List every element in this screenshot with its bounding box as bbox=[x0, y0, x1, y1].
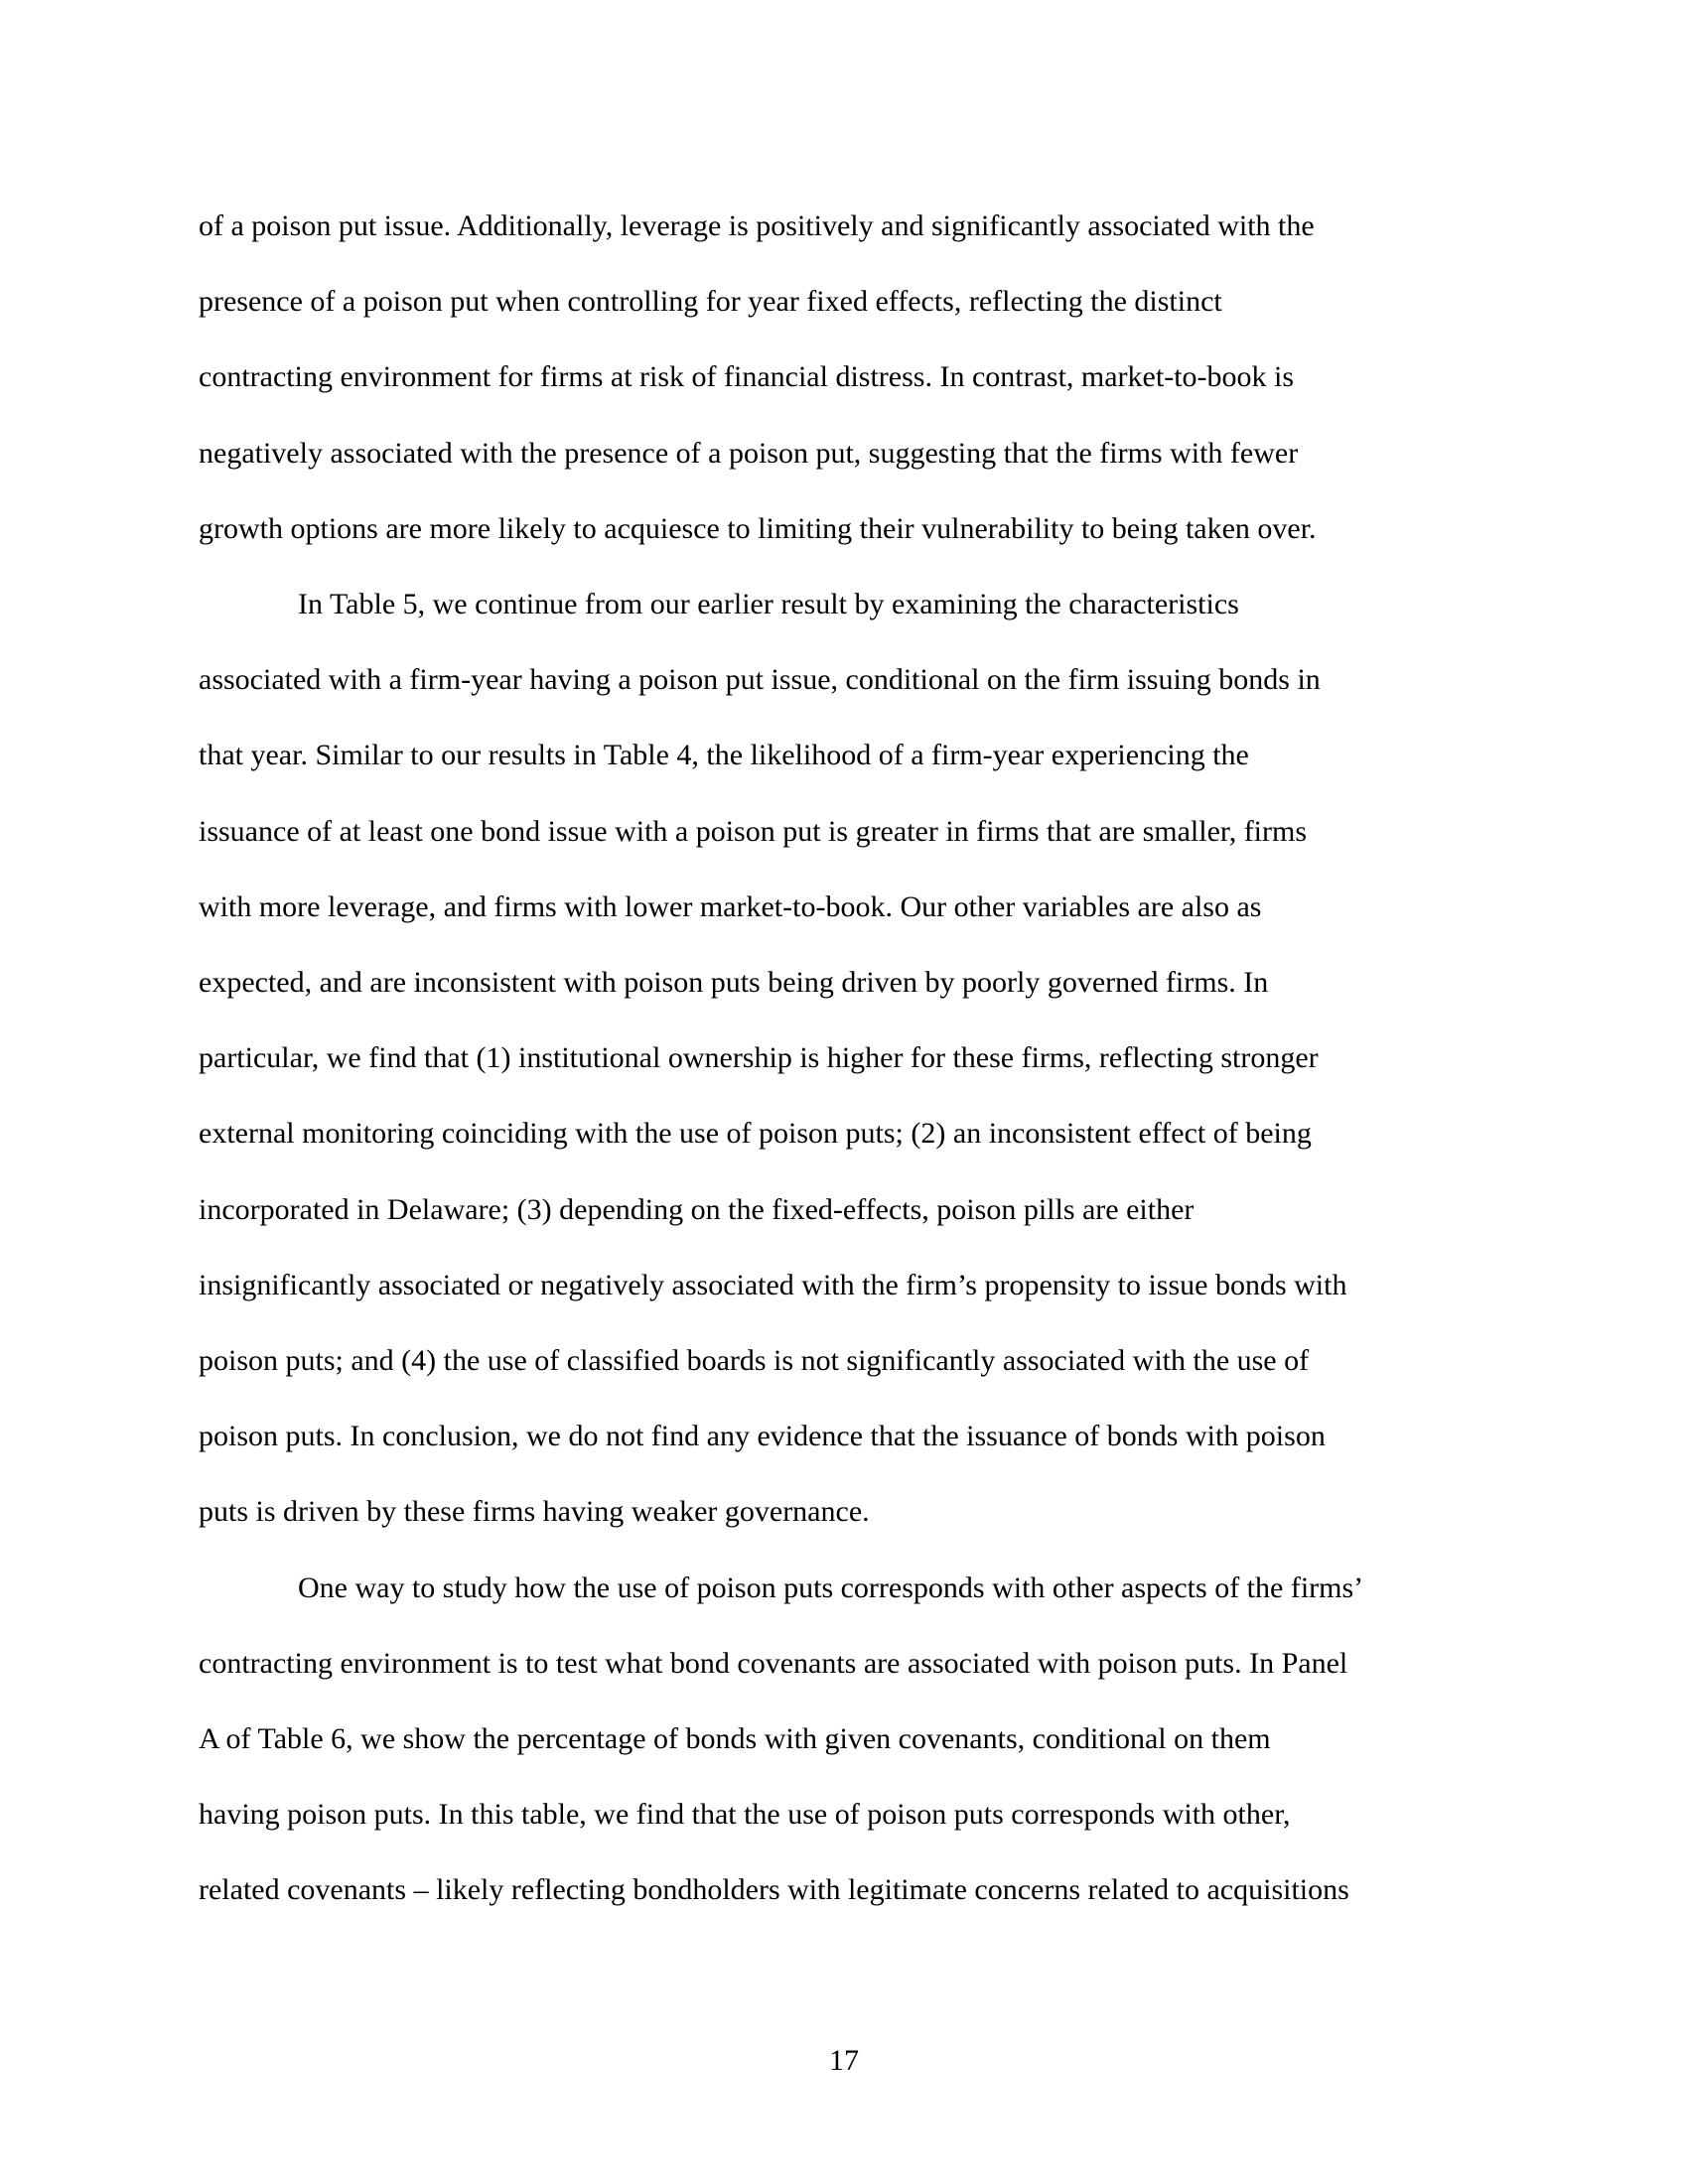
text-line: In Table 5, we continue from our earlier result by examining the characteristics bbox=[298, 588, 1239, 621]
text-line: poison puts. In conclusion, we do not find any evidence that the issuance of bonds with poison bbox=[199, 1420, 1326, 1453]
text-line: contracting environment is to test what bond covenants are associated with poison puts. In Panel bbox=[199, 1646, 1348, 1680]
text-line: with more leverage, and firms with lower market-to-book. Our other variables are also as bbox=[199, 889, 1262, 923]
text-line: having poison puts. In this table, we find that the use of poison puts corresponds with other, bbox=[199, 1798, 1291, 1832]
text-line: puts is driven by these firms having weaker governance. bbox=[199, 1495, 870, 1529]
text-line: of a poison put issue. Additionally, leverage is positively and significantly associated with the bbox=[199, 209, 1315, 242]
text-line: One way to study how the use of poison puts corresponds with other aspects of the firms’ bbox=[298, 1570, 1364, 1604]
text-line: particular, we find that (1) institutional ownership is higher for these firms, reflecting stronger bbox=[199, 1041, 1319, 1075]
text-line: related covenants – likely reflecting bondholders with legitimate concerns related to acquisitions bbox=[199, 1873, 1349, 1907]
text-line: growth options are more likely to acquiesce to limiting their vulnerability to being taken over. bbox=[199, 511, 1317, 545]
text-line: incorporated in Delaware; (3) depending on the fixed-effects, poison pills are either bbox=[199, 1192, 1195, 1226]
text-line: issuance of at least one bond issue with a poison put is greater in firms that are smaller, firms bbox=[199, 814, 1308, 848]
text-line: external monitoring coinciding with the use of poison puts; (2) an inconsistent effect of being bbox=[199, 1117, 1312, 1151]
body-text bbox=[199, 189, 1489, 1929]
text-line: contracting environment for firms at risk of financial distress. In contrast, market-to-book is bbox=[199, 360, 1295, 394]
text-line: insignificantly associated or negatively associated with the firm’s propensity to issue bonds with bbox=[199, 1268, 1347, 1301]
page-number: 17 bbox=[829, 2044, 859, 2077]
text-line: poison puts; and (4) the use of classified boards is not significantly associated with the use of bbox=[199, 1344, 1310, 1378]
text-line: negatively associated with the presence of a poison put, suggesting that the firms with fewer bbox=[199, 436, 1299, 470]
text-line: A of Table 6, we show the percentage of bonds with given covenants, conditional on them bbox=[199, 1722, 1271, 1756]
paragraph-3 bbox=[199, 1551, 1489, 1929]
paragraph-2 bbox=[199, 567, 1489, 1551]
text-line: presence of a poison put when controlling for year fixed effects, reflecting the distinct bbox=[199, 285, 1222, 319]
text-line: expected, and are inconsistent with poison puts being driven by poorly governed firms. In bbox=[199, 966, 1269, 1000]
text-line: that year. Similar to our results in Table 4, the likelihood of a firm-year experiencing the bbox=[199, 739, 1249, 772]
text-line: associated with a firm-year having a poison put issue, conditional on the firm issuing bonds in bbox=[199, 663, 1321, 697]
paragraph-1 bbox=[199, 189, 1489, 567]
